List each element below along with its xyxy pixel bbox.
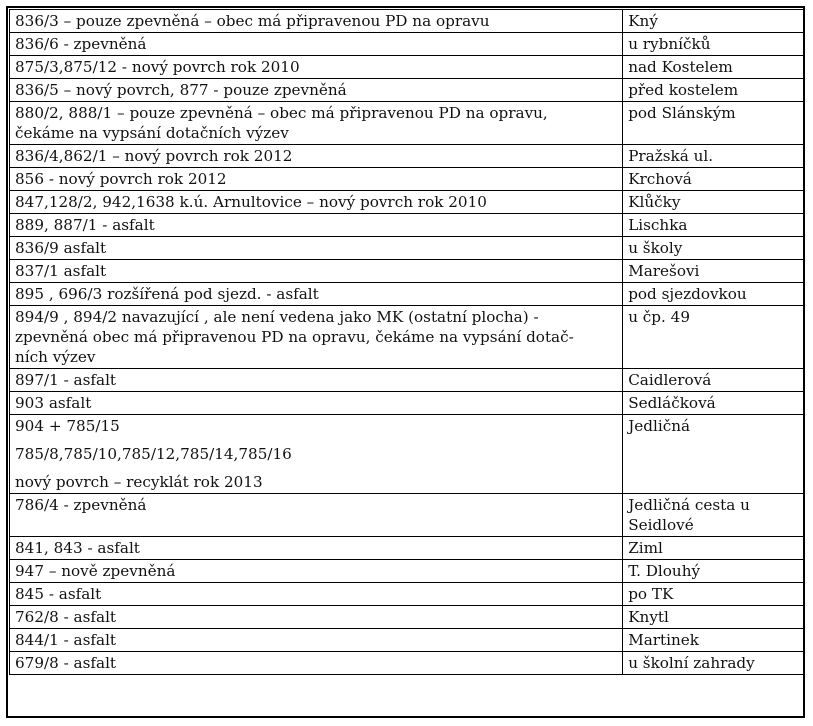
parcel-description-cell <box>10 56 623 79</box>
parcel-description-line: čekáme na vypsání dotačních výzev <box>15 124 289 142</box>
location-cell: u čp. 49 <box>623 306 804 369</box>
parcel-description-line: 895 , 696/3 rozšířená pod sjezd. - asfalt <box>15 285 319 303</box>
parcel-description-cell <box>10 306 623 369</box>
parcel-description-cell <box>10 10 623 33</box>
location-cell: po TK <box>623 583 804 606</box>
parcel-description-cell <box>10 629 623 652</box>
table-row <box>10 494 804 537</box>
table-row <box>10 629 804 652</box>
table-row <box>10 283 804 306</box>
parcel-description-cell <box>10 145 623 168</box>
parcel-description-line: nový povrch – recyklát rok 2013 <box>15 473 263 491</box>
parcel-description-line: 679/8 - asfalt <box>15 654 117 672</box>
location-cell: Sedláčková <box>623 392 804 415</box>
location-cell: Martinek <box>623 629 804 652</box>
table-row <box>10 415 804 494</box>
location-cell: Jedličná cesta u Seidlové <box>623 494 804 537</box>
location-cell: Lischka <box>623 214 804 237</box>
parcel-description-cell <box>10 260 623 283</box>
table-row <box>10 79 804 102</box>
parcel-description-line: 836/5 – nový povrch, 877 - pouze zpevněná <box>15 81 347 99</box>
location-cell: pod Slánským <box>623 102 804 145</box>
table-row <box>10 392 804 415</box>
parcel-description-line: 786/4 - zpevněná <box>15 496 147 514</box>
parcel-description-line: 762/8 - asfalt <box>15 608 117 626</box>
location-cell: u školní zahrady <box>623 652 804 675</box>
parcel-description-cell <box>10 214 623 237</box>
table-row <box>10 537 804 560</box>
parcel-description-cell <box>10 369 623 392</box>
table-row <box>10 102 804 145</box>
location-cell: před kostelem <box>623 79 804 102</box>
parcel-description-cell <box>10 415 623 494</box>
parcel-description-line: 894/9 , 894/2 navazující , ale není vedena jako MK (ostatní plocha) - <box>15 308 539 326</box>
location-cell: pod sjezdovkou <box>623 283 804 306</box>
table-row <box>10 369 804 392</box>
location-cell: nad Kostelem <box>623 56 804 79</box>
table-row <box>10 260 804 283</box>
location-cell: Klůčky <box>623 191 804 214</box>
table-row <box>10 145 804 168</box>
table-row <box>10 33 804 56</box>
parcel-description-cell <box>10 494 623 537</box>
parcel-description-cell <box>10 537 623 560</box>
parcel-description-line: 845 - asfalt <box>15 585 102 603</box>
parcel-description-cell <box>10 191 623 214</box>
parcel-description-line: 837/1 asfalt <box>15 262 107 280</box>
table-row <box>10 214 804 237</box>
table-row <box>10 191 804 214</box>
parcel-description-line: ních výzev <box>15 348 96 366</box>
table-row <box>10 606 804 629</box>
parcel-description-cell <box>10 102 623 145</box>
table-row <box>10 168 804 191</box>
parcel-description-cell <box>10 237 623 260</box>
parcel-description-line: 947 – nově zpevněná <box>15 562 176 580</box>
location-cell: Kný <box>623 10 804 33</box>
table-row <box>10 583 804 606</box>
location-cell: Krchová <box>623 168 804 191</box>
parcel-description-line: 836/3 – pouze zpevněná – obec má připravenou PD na opravu <box>15 12 490 30</box>
parcel-description-cell <box>10 392 623 415</box>
parcel-description-line: 844/1 - asfalt <box>15 631 117 649</box>
parcel-description-line: 836/4,862/1 – nový povrch rok 2012 <box>15 147 293 165</box>
location-cell: Pražská ul. <box>623 145 804 168</box>
parcel-description-line: 836/6 - zpevněná <box>15 35 147 53</box>
table-row <box>10 237 804 260</box>
table-row <box>10 306 804 369</box>
parcel-description-line: 889, 887/1 - asfalt <box>15 216 155 234</box>
table-row <box>10 560 804 583</box>
roads-table <box>9 9 804 675</box>
table-row <box>10 56 804 79</box>
location-cell: Marešovi <box>623 260 804 283</box>
location-cell: Jedličná <box>623 415 804 494</box>
parcel-description-cell <box>10 79 623 102</box>
parcel-description-line: 847,128/2, 942,1638 k.ú. Arnultovice – nový povrch rok 2010 <box>15 193 487 211</box>
location-cell: Caidlerová <box>623 369 804 392</box>
location-cell: Ziml <box>623 537 804 560</box>
location-cell: T. Dlouhý <box>623 560 804 583</box>
parcel-description-cell <box>10 652 623 675</box>
parcel-description-cell <box>10 583 623 606</box>
parcel-description-line: 785/8,785/10,785/12,785/14,785/16 <box>15 445 292 463</box>
parcel-description-line: 836/9 asfalt <box>15 239 107 257</box>
table-row <box>10 652 804 675</box>
parcel-description-cell <box>10 283 623 306</box>
location-cell: u rybníčků <box>623 33 804 56</box>
location-cell: u školy <box>623 237 804 260</box>
parcel-description-line: 841, 843 - asfalt <box>15 539 140 557</box>
parcel-description-line: 856 - nový povrch rok 2012 <box>15 170 227 188</box>
parcel-description-cell <box>10 168 623 191</box>
parcel-description-cell <box>10 560 623 583</box>
parcel-description-line: 904 + 785/15 <box>15 417 120 435</box>
parcel-description-cell <box>10 33 623 56</box>
parcel-description-line: 903 asfalt <box>15 394 92 412</box>
table-row <box>10 10 804 33</box>
parcel-description-cell <box>10 606 623 629</box>
parcel-description-line: 875/3,875/12 - nový povrch rok 2010 <box>15 58 300 76</box>
parcel-description-line: 880/2, 888/1 – pouze zpevněná – obec má připravenou PD na opravu, <box>15 104 548 122</box>
parcel-description-line: 897/1 - asfalt <box>15 371 117 389</box>
roads-table-body <box>10 10 804 675</box>
location-cell: Knytl <box>623 606 804 629</box>
parcel-description-line: zpevněná obec má připravenou PD na opravu, čekáme na vypsání dotač- <box>15 328 574 346</box>
